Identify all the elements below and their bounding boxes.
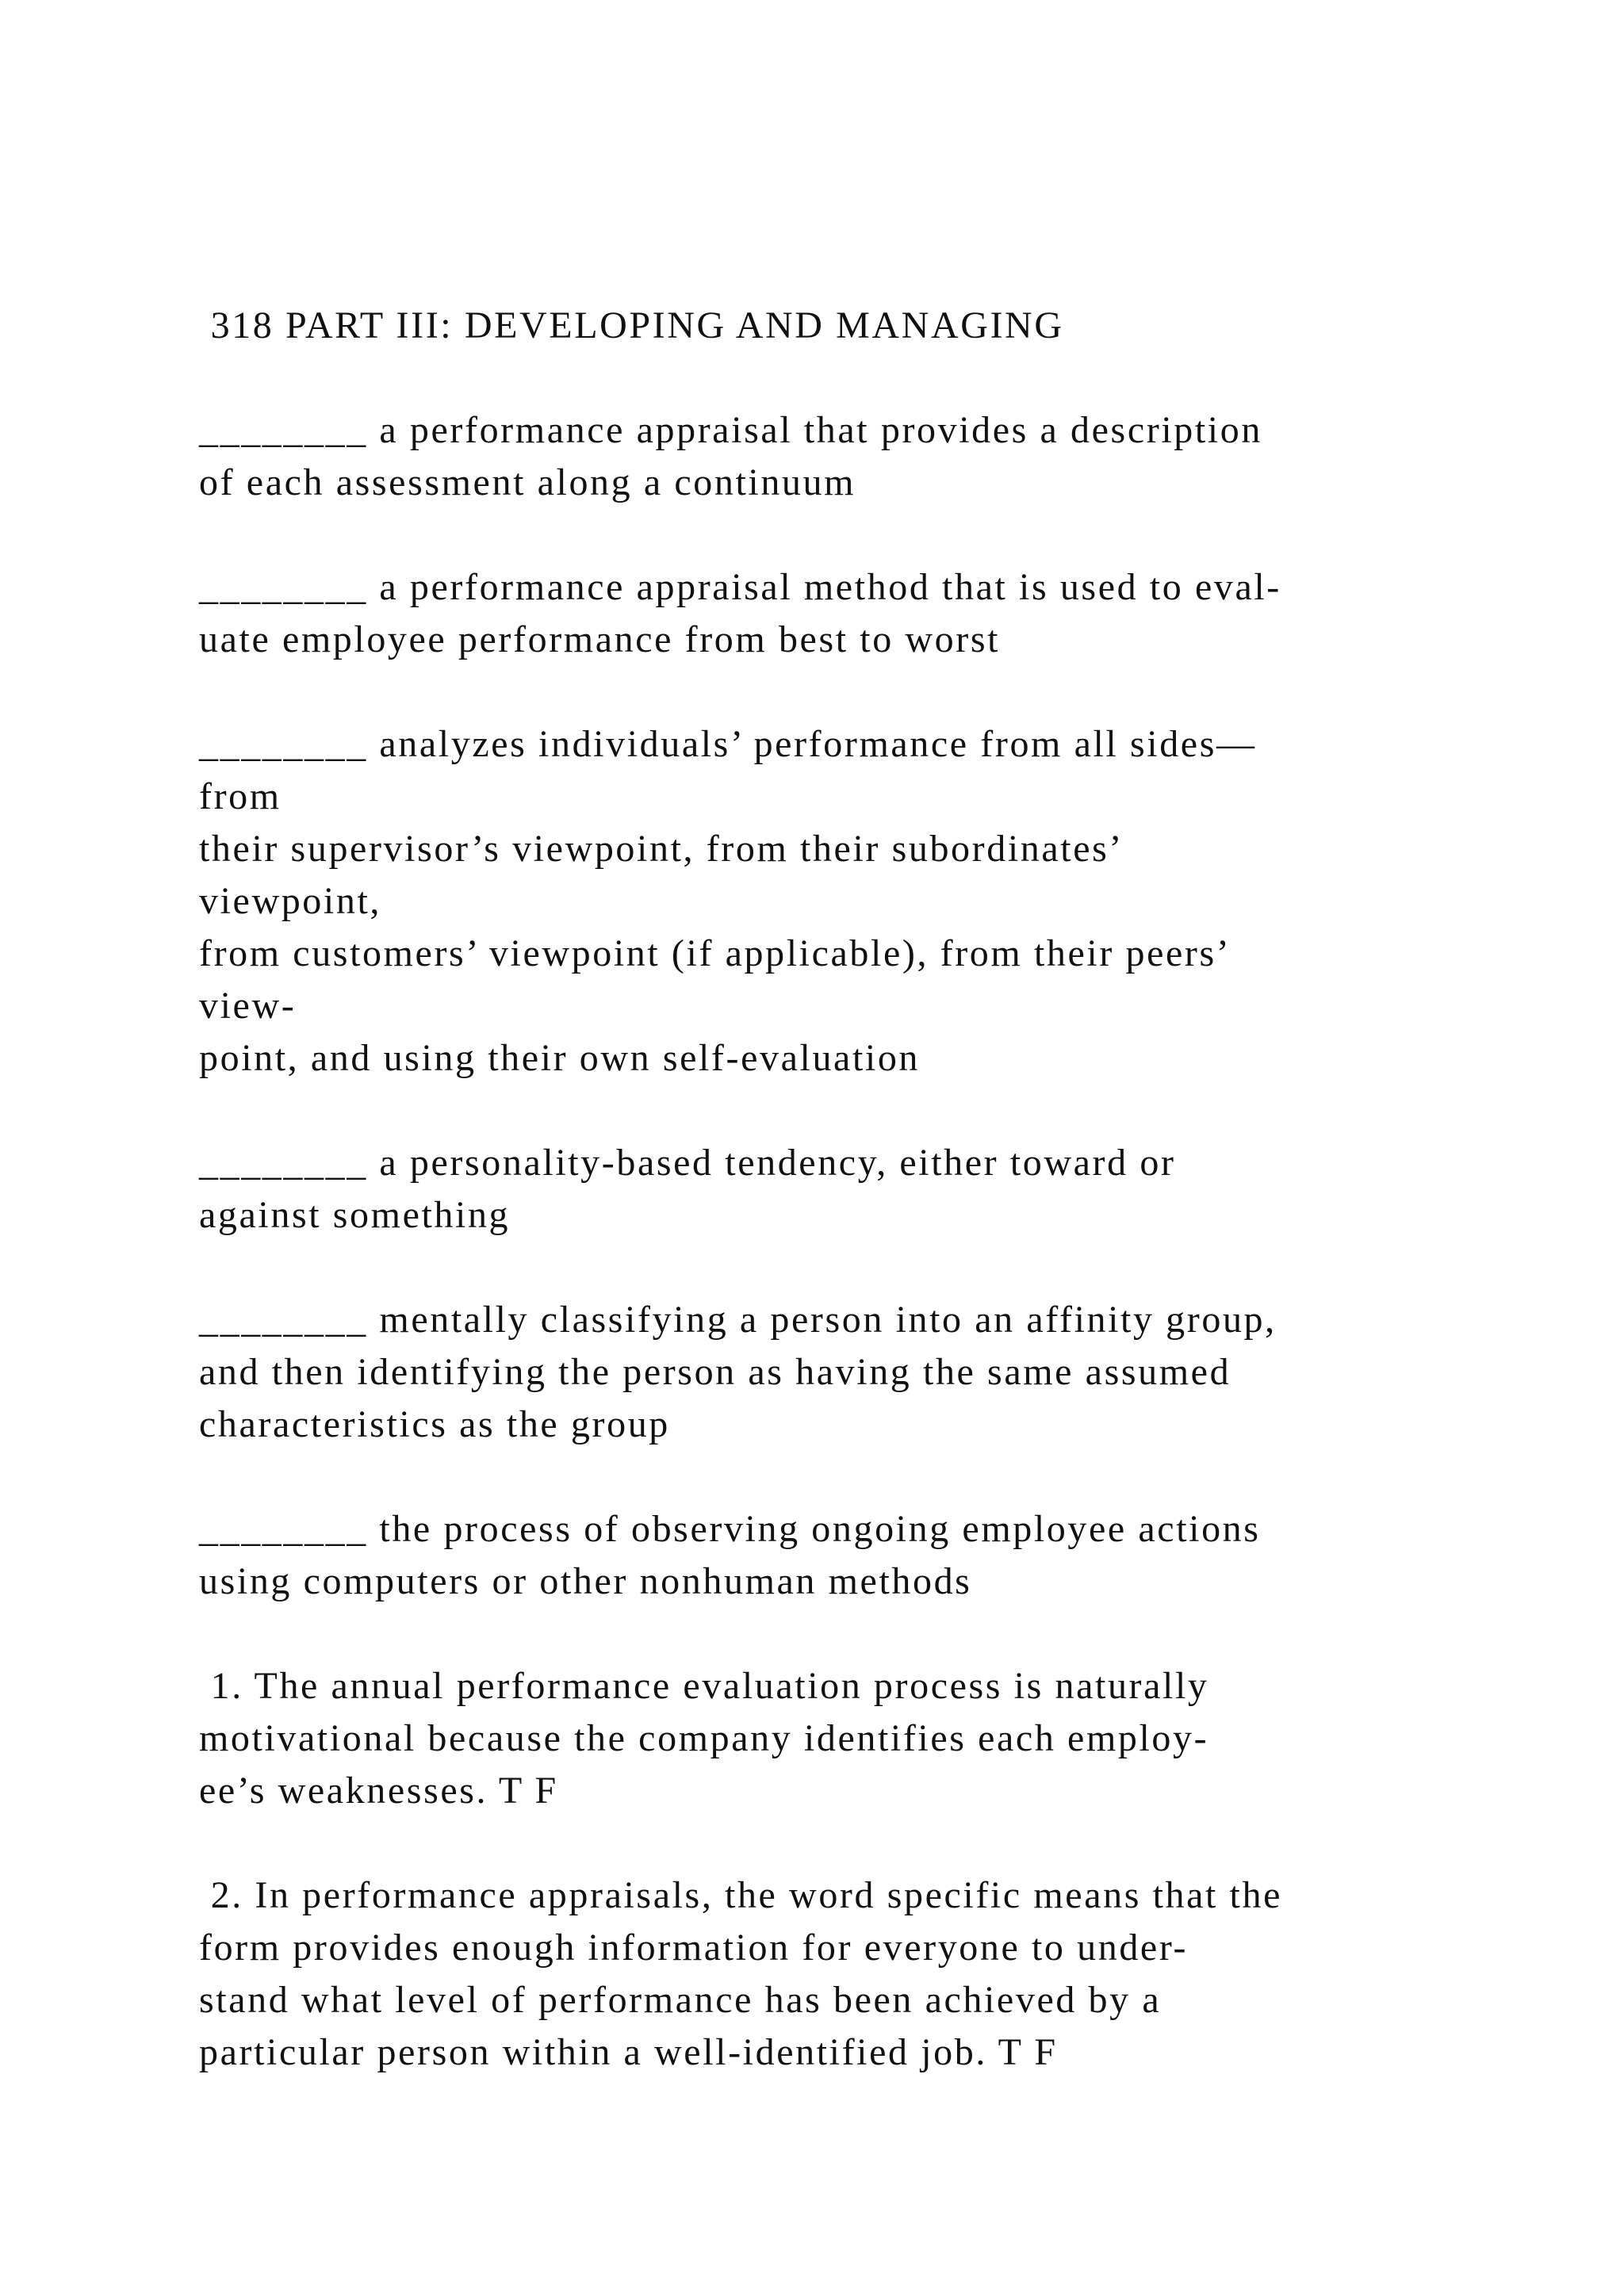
paragraph [199, 1503, 1547, 1608]
text-line: point, and using their own self-evaluation [199, 1037, 921, 1079]
text-line: 2. In performance appraisals, the word specific means that the [199, 1874, 1283, 1916]
paragraph [199, 1869, 1547, 2079]
text-line: characteristics as the group [199, 1403, 670, 1445]
paragraphs [199, 404, 1547, 2079]
text-line: ee’s weaknesses. T F [199, 1770, 558, 1812]
page-header [199, 300, 1547, 352]
text-line: uate employee performance from best to worst [199, 618, 1001, 660]
paragraph [199, 561, 1547, 666]
paragraph [199, 1137, 1547, 1242]
text-line: motivational because the company identifies each employ- [199, 1717, 1209, 1759]
text-line: of each assessment along a continuum [199, 461, 856, 503]
document-page [199, 300, 1547, 2131]
text-line: form provides enough information for everyone to under- [199, 1927, 1189, 1969]
text-line: ________ mentally classifying a person into an affinity group, [199, 1299, 1277, 1341]
text-line: 1. The annual performance evaluation process is naturally [199, 1665, 1209, 1707]
text-line: viewpoint, [199, 880, 381, 922]
paragraph [199, 1294, 1547, 1451]
text-line: ________ the process of observing ongoing employee actions [199, 1508, 1261, 1550]
paragraph [199, 1660, 1547, 1817]
text-line: ________ a performance appraisal method that is used to eval- [199, 566, 1281, 608]
header-line: 318 PART III: DEVELOPING AND MANAGING [199, 304, 1064, 346]
text-line: against something [199, 1194, 511, 1236]
text-line: from [199, 775, 282, 817]
text-line: ________ analyzes individuals’ performance from all sides— [199, 723, 1257, 765]
paragraph [199, 404, 1547, 509]
text-line: ________ a performance appraisal that provides a description [199, 409, 1262, 451]
text-line: their supervisor’s viewpoint, from their subordinates’ [199, 828, 1124, 870]
text-line: and then identifying the person as having the same assumed [199, 1351, 1231, 1393]
text-line: particular person within a well-identified job. T F [199, 2031, 1058, 2073]
text-line: view- [199, 985, 297, 1027]
text-line: ________ a personality-based tendency, either toward or [199, 1142, 1176, 1184]
paragraph [199, 718, 1547, 1085]
text-line: from customers’ viewpoint (if applicable), from their peers’ [199, 932, 1231, 974]
text-line: using computers or other nonhuman methods [199, 1560, 972, 1602]
text-line: stand what level of performance has been achieved by a [199, 1979, 1162, 2021]
